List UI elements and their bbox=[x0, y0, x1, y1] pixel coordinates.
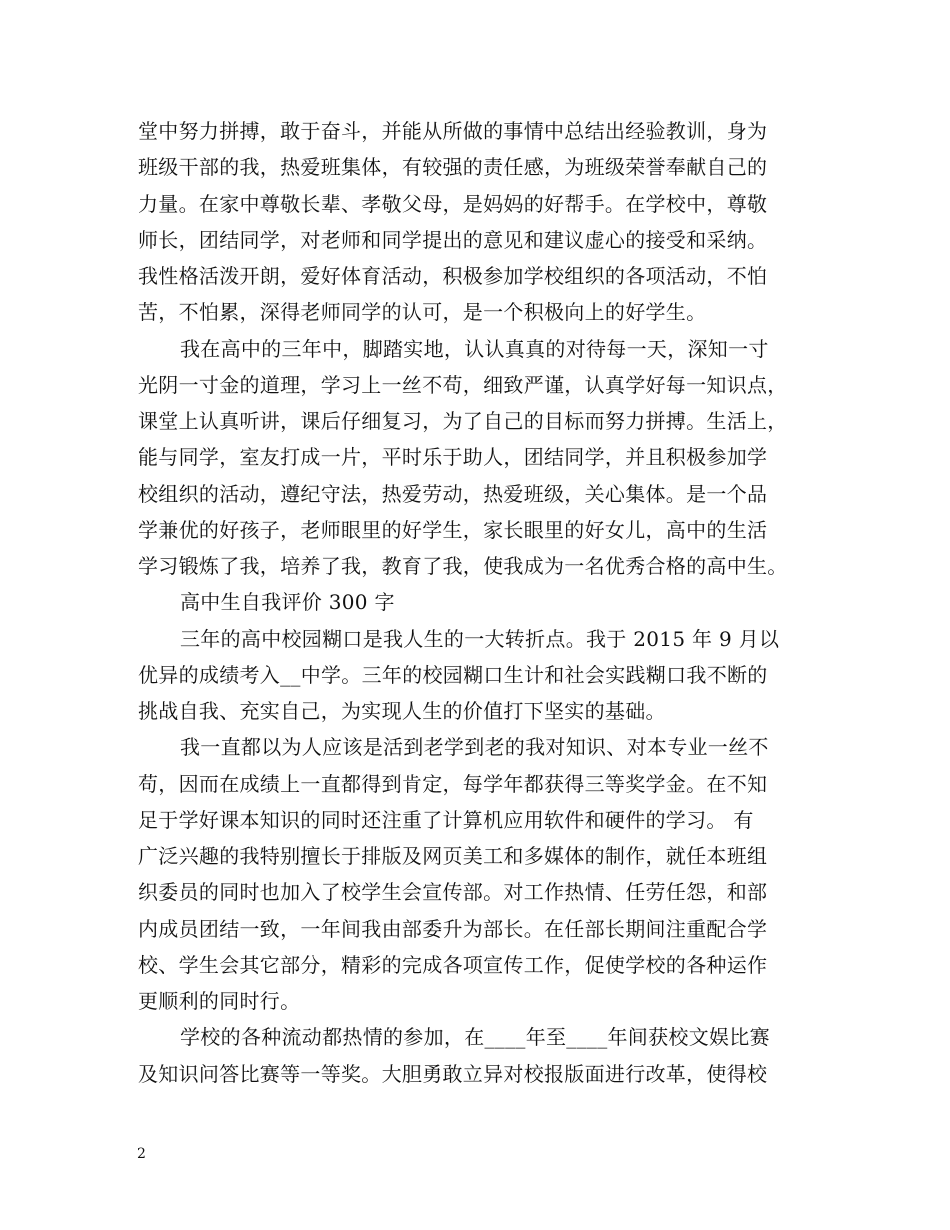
text-line: 苦，不怕累，深得老师同学的认可，是一个积极向上的好学生。 bbox=[138, 300, 707, 325]
text-line: 织委员的同时也加入了校学生会宣传部。对工作热情、任劳任怨，和部 bbox=[138, 880, 768, 905]
text-line: 挑战自我、充实自己，为实现人生的价值打下坚实的基础。 bbox=[138, 699, 666, 723]
text-line: 光阴一寸金的道理，学习上一丝不苟，细致严谨，认真学好每一知识点， bbox=[138, 372, 788, 397]
text-line: 高中生自我评价 300 字 bbox=[180, 590, 395, 615]
document-body bbox=[138, 113, 828, 1092]
text-line: 师长，团结同学，对老师和同学提出的意见和建议虚心的接受和采纳。 bbox=[138, 227, 768, 252]
text-line: 优异的成绩考入__中学。三年的校园糊口生计和社会实践糊口我不断的 bbox=[138, 662, 768, 687]
text-line: 学校的各种流动都热情的参加，在____年至____年间获校文娱比赛 bbox=[180, 1025, 770, 1050]
text-line: 我一直都以为人应该是活到老学到老的我对知识、对本专业一丝不 bbox=[180, 735, 769, 760]
text-line: 班级干部的我，热爱班集体，有较强的责任感，为班级荣誉奉献自己的 bbox=[138, 155, 768, 180]
text-line: 校、学生会其它部分，精彩的完成各项宣传工作，促使学校的各种运作 bbox=[138, 952, 768, 977]
text-line: 苟，因而在成绩上一直都得到肯定，每学年都获得三等奖学金。在不知 bbox=[138, 771, 768, 796]
text-line: 内成员团结一致，一年间我由部委升为部长。在任部长期间注重配合学 bbox=[138, 916, 768, 941]
text-line: 学习锻炼了我，培养了我，教育了我，使我成为一名优秀合格的高中生。 bbox=[138, 554, 788, 578]
page-number: 2 bbox=[137, 1146, 146, 1162]
text-line: 更顺利的同时行。 bbox=[138, 989, 301, 1013]
text-line: 课堂上认真听讲，课后仔细复习，为了自己的目标而努力拼搏。生活上， bbox=[138, 409, 788, 433]
text-line: 我在高中的三年中，脚踏实地，认认真真的对待每一天，深知一寸 bbox=[180, 336, 769, 361]
text-line: 能与同学，室友打成一片，平时乐于助人，团结同学，并且积极参加学 bbox=[138, 445, 768, 470]
text-line: 足于学好课本知识的同时还注重了计算机应用软件和硬件的学习。 有 bbox=[138, 807, 754, 832]
text-line: 我性格活泼开朗，爱好体育活动，积极参加学校组织的各项活动，不怕 bbox=[138, 264, 768, 288]
text-line: 学兼优的好孩子，老师眼里的好学生，家长眼里的好女儿，高中的生活 bbox=[138, 517, 768, 542]
text-line: 三年的高中校园糊口是我人生的一大转折点。我于 2015 年 9 月以 bbox=[180, 626, 780, 651]
text-line: 广泛兴趣的我特别擅长于排版及网页美工和多媒体的制作，就任本班组 bbox=[138, 844, 768, 868]
text-line: 力量。在家中尊敬长辈、孝敬父母，是妈妈的好帮手。在学校中，尊敬 bbox=[138, 191, 768, 216]
text-line: 堂中努力拼搏，敢于奋斗，并能从所做的事情中总结出经验教训，身为 bbox=[138, 119, 768, 143]
text-line: 及知识问答比赛等一等奖。大胆勇敢立异对校报版面进行改革，使得校 bbox=[138, 1061, 768, 1086]
text-line: 校组织的活动，遵纪守法，热爱劳动，热爱班级，关心集体。是一个品 bbox=[138, 481, 768, 506]
